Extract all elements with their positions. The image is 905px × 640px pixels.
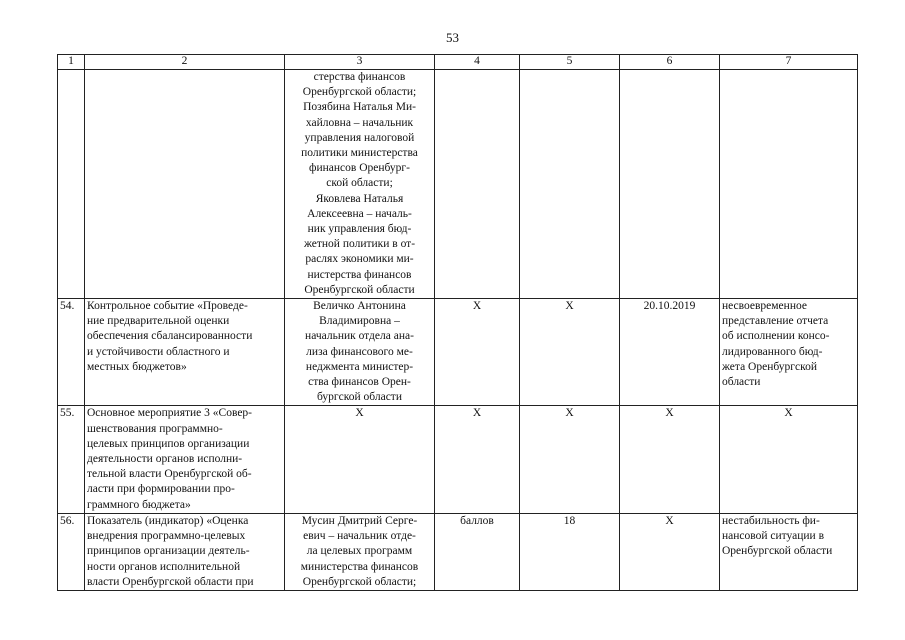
- event-cell: [85, 513, 285, 590]
- responsible-cell: [285, 513, 435, 590]
- column-header: 3: [285, 55, 435, 70]
- date-cell: Х: [620, 406, 720, 513]
- row-number-cell: 54.: [58, 299, 85, 406]
- cell-line: Позябина Наталья Ми-: [303, 101, 416, 114]
- cell-line: ла целевых программ: [306, 545, 413, 558]
- column-header: 1: [58, 55, 85, 70]
- unit-cell: Х: [435, 299, 520, 406]
- column-header: 2: [85, 55, 285, 70]
- date-cell: [620, 70, 720, 299]
- cell-line: евич – начальник отде-: [303, 530, 416, 543]
- cell-line: ства финансов Орен-: [308, 376, 411, 389]
- cell-line: и устойчивости областного и: [87, 345, 230, 358]
- value-cell: 18: [520, 513, 620, 590]
- cell-line: Оренбургской области: [304, 283, 415, 296]
- cell-line: нестабильность фи-: [722, 514, 820, 527]
- column-header: 6: [620, 55, 720, 70]
- cell-line: жетной политики в от-: [303, 238, 416, 251]
- cell-line: нистерства финансов: [307, 268, 412, 281]
- cell-line: лиза финансового ме-: [306, 345, 413, 358]
- cell-line: Алексеевна – началь-: [307, 207, 412, 220]
- cell-line: целевых принципов организации: [87, 437, 250, 450]
- cell-line: стерства финансов: [313, 71, 406, 83]
- unit-cell: [435, 70, 520, 299]
- page-number: 53: [446, 30, 459, 45]
- event-cell: [85, 299, 285, 406]
- cell-line: Оренбургской области;: [302, 575, 417, 588]
- cell-line: Владимировна –: [319, 315, 400, 328]
- column-header: 4: [435, 55, 520, 70]
- cell-line: хайловна – начальник: [305, 116, 414, 129]
- column-header: 5: [520, 55, 620, 70]
- cell-line: Оренбургской области: [722, 545, 833, 558]
- header-row: [58, 55, 858, 70]
- cell-line: министерства финансов: [300, 560, 419, 573]
- table-row: [58, 406, 858, 513]
- cell-line: власти Оренбургской области при: [87, 575, 254, 588]
- cell-line: Мусин Дмитрий Серге-: [301, 514, 418, 527]
- unit-cell: баллов: [435, 513, 520, 590]
- risk-cell: [720, 406, 858, 513]
- cell-line: шенствования программно-: [87, 422, 223, 435]
- row-number-cell: 56.: [58, 513, 85, 590]
- cell-line: жета Оренбургской: [722, 360, 817, 373]
- cell-line: начальник отдела ана-: [305, 330, 414, 343]
- cell-line: принципов организации деятель-: [87, 545, 250, 558]
- unit-cell: Х: [435, 406, 520, 513]
- responsible-cell: [285, 70, 435, 299]
- cell-line: граммного бюджета»: [87, 498, 191, 511]
- cell-line: несвоевременное: [722, 300, 807, 313]
- cell-line: управления налоговой: [304, 131, 415, 144]
- table-row: [58, 513, 858, 590]
- cell-line: ности органов исполнительной: [87, 560, 241, 573]
- cell-line: неджмента министер-: [305, 360, 414, 373]
- risk-cell: [720, 299, 858, 406]
- date-cell: 20.10.2019: [620, 299, 720, 406]
- cell-line: ской области;: [326, 177, 393, 190]
- cell-line: местных бюджетов»: [87, 360, 187, 373]
- risk-cell: [720, 513, 858, 590]
- row-number-cell: [58, 70, 85, 299]
- cell-line: лидированного бюд-: [722, 345, 823, 358]
- cell-line: Х: [355, 407, 364, 420]
- plan-table: [57, 54, 858, 591]
- date-cell: Х: [620, 513, 720, 590]
- cell-line: финансов Оренбург-: [309, 162, 410, 175]
- cell-line: Контрольное событие «Проведе-: [87, 300, 248, 313]
- responsible-cell: [285, 299, 435, 406]
- cell-line: Яковлева Наталья: [315, 192, 404, 205]
- cell-line: Оренбургской области;: [302, 86, 417, 99]
- value-cell: [520, 70, 620, 299]
- cell-line: Величко Антонина: [313, 300, 406, 313]
- cell-line: Основное мероприятие 3 «Совер-: [87, 407, 252, 420]
- column-header: 7: [720, 55, 858, 70]
- cell-line: политики министерства: [301, 147, 418, 160]
- cell-line: раслях экономики ми-: [305, 253, 414, 266]
- cell-line: Показатель (индикатор) «Оценка: [87, 514, 249, 527]
- cell-line: внедрения программно-целевых: [87, 530, 246, 543]
- cell-line: представление отчета: [722, 315, 829, 328]
- event-cell: [85, 70, 285, 299]
- cell-line: области: [722, 376, 761, 389]
- cell-line: ник управления бюд-: [307, 223, 412, 236]
- cell-line: обеспечения сбалансированности: [87, 330, 253, 343]
- responsible-cell: [285, 406, 435, 513]
- row-number-cell: 55.: [58, 406, 85, 513]
- value-cell: Х: [520, 299, 620, 406]
- table-row: [58, 299, 858, 406]
- cell-line: тельной власти Оренбургской об-: [87, 468, 252, 481]
- value-cell: Х: [520, 406, 620, 513]
- cell-line: бургской области: [317, 391, 402, 404]
- risk-cell: [720, 70, 858, 299]
- cell-line: ние предварительной оценки: [87, 315, 230, 328]
- cell-line: нансовой ситуации в: [722, 530, 825, 543]
- cell-line: об исполнении консо-: [722, 330, 830, 343]
- table-row: [58, 70, 858, 299]
- event-cell: [85, 406, 285, 513]
- cell-line: Х: [784, 407, 793, 420]
- cell-line: ласти при формировании про-: [87, 483, 235, 496]
- cell-line: деятельности органов исполни-: [87, 453, 243, 466]
